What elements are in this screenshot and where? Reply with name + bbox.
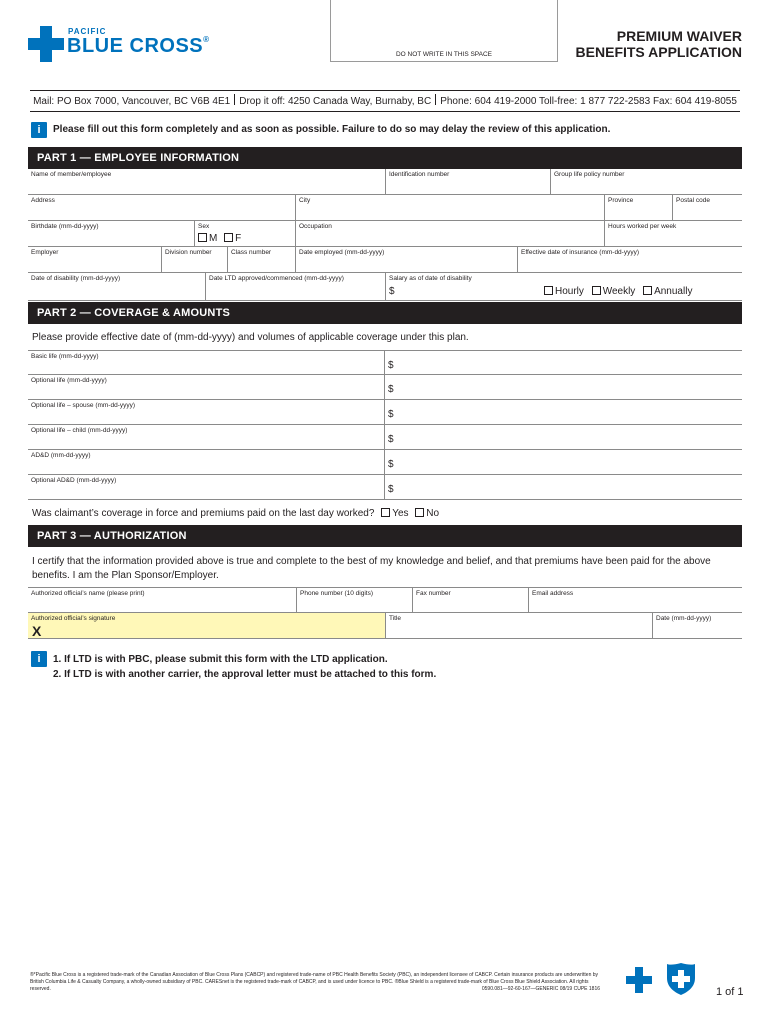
sex-m-checkbox[interactable]: [198, 233, 207, 242]
coverage-row-label: Basic life (mm-dd-yyyy): [31, 353, 99, 360]
coverage-row[interactable]: [28, 375, 742, 400]
coverage-yes-checkbox[interactable]: [381, 508, 390, 517]
coverage-amount-dollar: $: [388, 459, 394, 470]
city-field[interactable]: City: [295, 195, 604, 220]
salary-field[interactable]: Salary as of date of disability $ Hourly Weekly Annually: [385, 273, 742, 300]
occupation-field[interactable]: Occupation: [295, 221, 604, 246]
official-name-field[interactable]: Authorized official’s name (please print): [31, 590, 145, 597]
dropoff-address: Drop it off: 4250 Canada Way, Burnaby, BC: [239, 96, 432, 107]
phone-numbers: Phone: 604 419-2000 Toll-free: 1 877 722-2583 Fax: 604 419-8055: [440, 96, 737, 107]
province-field[interactable]: Province: [604, 195, 672, 220]
coverage-row[interactable]: [28, 475, 742, 500]
form-title: PREMIUM WAIVER BENEFITS APPLICATION: [575, 28, 742, 60]
address-field[interactable]: Address: [31, 197, 55, 204]
note-2: 2. If LTD is with another carrier, the approval letter must be attached to this form.: [53, 669, 437, 680]
id-number-field[interactable]: Identification number: [385, 169, 550, 194]
sex-field: Sex M F: [194, 221, 295, 246]
info-icon: i: [31, 122, 47, 138]
disability-date-field[interactable]: Date of disability (mm-dd-yyyy): [31, 275, 121, 282]
date-employed-field[interactable]: Date employed (mm-dd-yyyy): [295, 247, 517, 272]
page-number: 1 of 1: [716, 986, 744, 998]
part1-header: PART 1 — EMPLOYEE INFORMATION: [28, 147, 742, 169]
instruction-text: Please fill out this form completely and as soon as possible. Failure to do so may delay the review of this application.: [53, 124, 611, 135]
part1-row-birth: [28, 221, 742, 247]
coverage-intro: Please provide effective date of (mm-dd-yyyy) and volumes of applicable coverage under this plan.: [32, 332, 469, 343]
division-number-field[interactable]: Division number: [161, 247, 227, 272]
group-policy-field[interactable]: Group life policy number: [550, 169, 742, 194]
coverage-row-label: AD&D (mm-dd-yyyy): [31, 452, 91, 459]
ltd-date-field[interactable]: Date LTD approved/commenced (mm-dd-yyyy): [205, 273, 385, 300]
contact-bar: [30, 90, 740, 112]
coverage-row-label: Optional life – child (mm-dd-yyyy): [31, 427, 128, 434]
brand-small: PACIFIC: [68, 27, 107, 36]
coverage-row-label: Optional AD&D (mm-dd-yyyy): [31, 477, 117, 484]
signature-field[interactable]: Authorized official’s signature X: [28, 613, 385, 638]
postal-code-field[interactable]: Postal code: [672, 195, 742, 220]
hours-worked-field[interactable]: Hours worked per week: [604, 221, 742, 246]
employer-field[interactable]: Employer: [31, 249, 59, 256]
coverage-amount-dollar: $: [388, 409, 394, 420]
part1-row-disability: [28, 273, 742, 301]
coverage-row-label: Optional life (mm-dd-yyyy): [31, 377, 107, 384]
mail-address: Mail: PO Box 7000, Vancouver, BC V6B 4E1: [33, 96, 231, 107]
part3-header: PART 3 — AUTHORIZATION: [28, 525, 742, 547]
blue-cross-small-logo-icon: [626, 966, 652, 994]
coverage-row[interactable]: [28, 400, 742, 425]
coverage-row-label: Optional life – spouse (mm-dd-yyyy): [31, 402, 136, 409]
blue-shield-logo-icon: [666, 962, 696, 996]
annually-checkbox[interactable]: [643, 286, 652, 295]
certification-text: I certify that the information provided above is true and complete to the best of my knowledge and belief, and that premiums have been paid for the above benefits. I am the Plan Sponsor/Employer.: [32, 556, 711, 581]
coverage-row[interactable]: [28, 425, 742, 450]
date-field[interactable]: Date (mm-dd-yyyy): [652, 613, 742, 638]
phone-field[interactable]: Phone number (10 digits): [296, 588, 412, 612]
signature-x-mark: X: [32, 623, 42, 639]
part2-header: PART 2 — COVERAGE & AMOUNTS: [28, 302, 742, 324]
email-field[interactable]: Email address: [528, 588, 742, 612]
note-1: 1. If LTD is with PBC, please submit this form with the LTD application.: [53, 654, 388, 665]
weekly-checkbox[interactable]: [592, 286, 601, 295]
part1-row-name: [28, 169, 742, 195]
form-code: 0590.081—92-60-167—GENERIC 08/19 CUPE 1816: [481, 986, 600, 992]
legal-text: ®*Pacific Blue Cross is a registered trade-mark of the Canadian Association of Blue Cross Plans (CABCP) and registered trade-name of PBC Health Benefits Society (PBC), an independent licensee of CABCP. Certain insurance products are underwritten by British Columbia Life & Casualty Company, a wholly-owned subsidiary of PBC. CARESnet is the registered trade-mark of CABCP, and is used under licence to PBC. ®Blue Shield is a registered trade-mark of Blue Cross Blue Shield Association. All rights reserved.: [30, 972, 599, 992]
part1-row-employer: [28, 247, 742, 273]
coverage-amount-dollar: $: [388, 434, 394, 445]
coverage-no-checkbox[interactable]: [415, 508, 424, 517]
title-field[interactable]: Title: [385, 613, 652, 638]
effective-insurance-field[interactable]: Effective date of insurance (mm-dd-yyyy): [517, 247, 742, 272]
part3-row-signature: [28, 613, 742, 639]
part1-row-address: [28, 195, 742, 221]
blue-cross-logo-icon: [28, 26, 64, 62]
coverage-question: Was claimant’s coverage in force and premiums paid on the last day worked? Yes No: [32, 508, 440, 519]
coverage-amount-dollar: $: [388, 484, 394, 495]
coverage-amount-dollar: $: [388, 360, 394, 371]
sex-f-checkbox[interactable]: [224, 233, 233, 242]
hourly-checkbox[interactable]: [544, 286, 553, 295]
member-name-field[interactable]: Name of member/employee: [31, 171, 112, 178]
part3-row-contact: [28, 587, 742, 613]
brand-name: BLUE CROSS®: [67, 35, 210, 57]
ltd-notes: [53, 652, 436, 682]
do-not-write-label: DO NOT WRITE IN THIS SPACE: [395, 51, 493, 58]
birthdate-field[interactable]: Birthdate (mm-dd-yyyy): [31, 223, 99, 230]
notes-info-icon: i: [31, 651, 47, 667]
class-number-field[interactable]: Class number: [227, 247, 295, 272]
coverage-amount-dollar: $: [388, 384, 394, 395]
fax-field[interactable]: Fax number: [412, 588, 528, 612]
coverage-row[interactable]: [28, 450, 742, 475]
coverage-row[interactable]: [28, 350, 742, 375]
